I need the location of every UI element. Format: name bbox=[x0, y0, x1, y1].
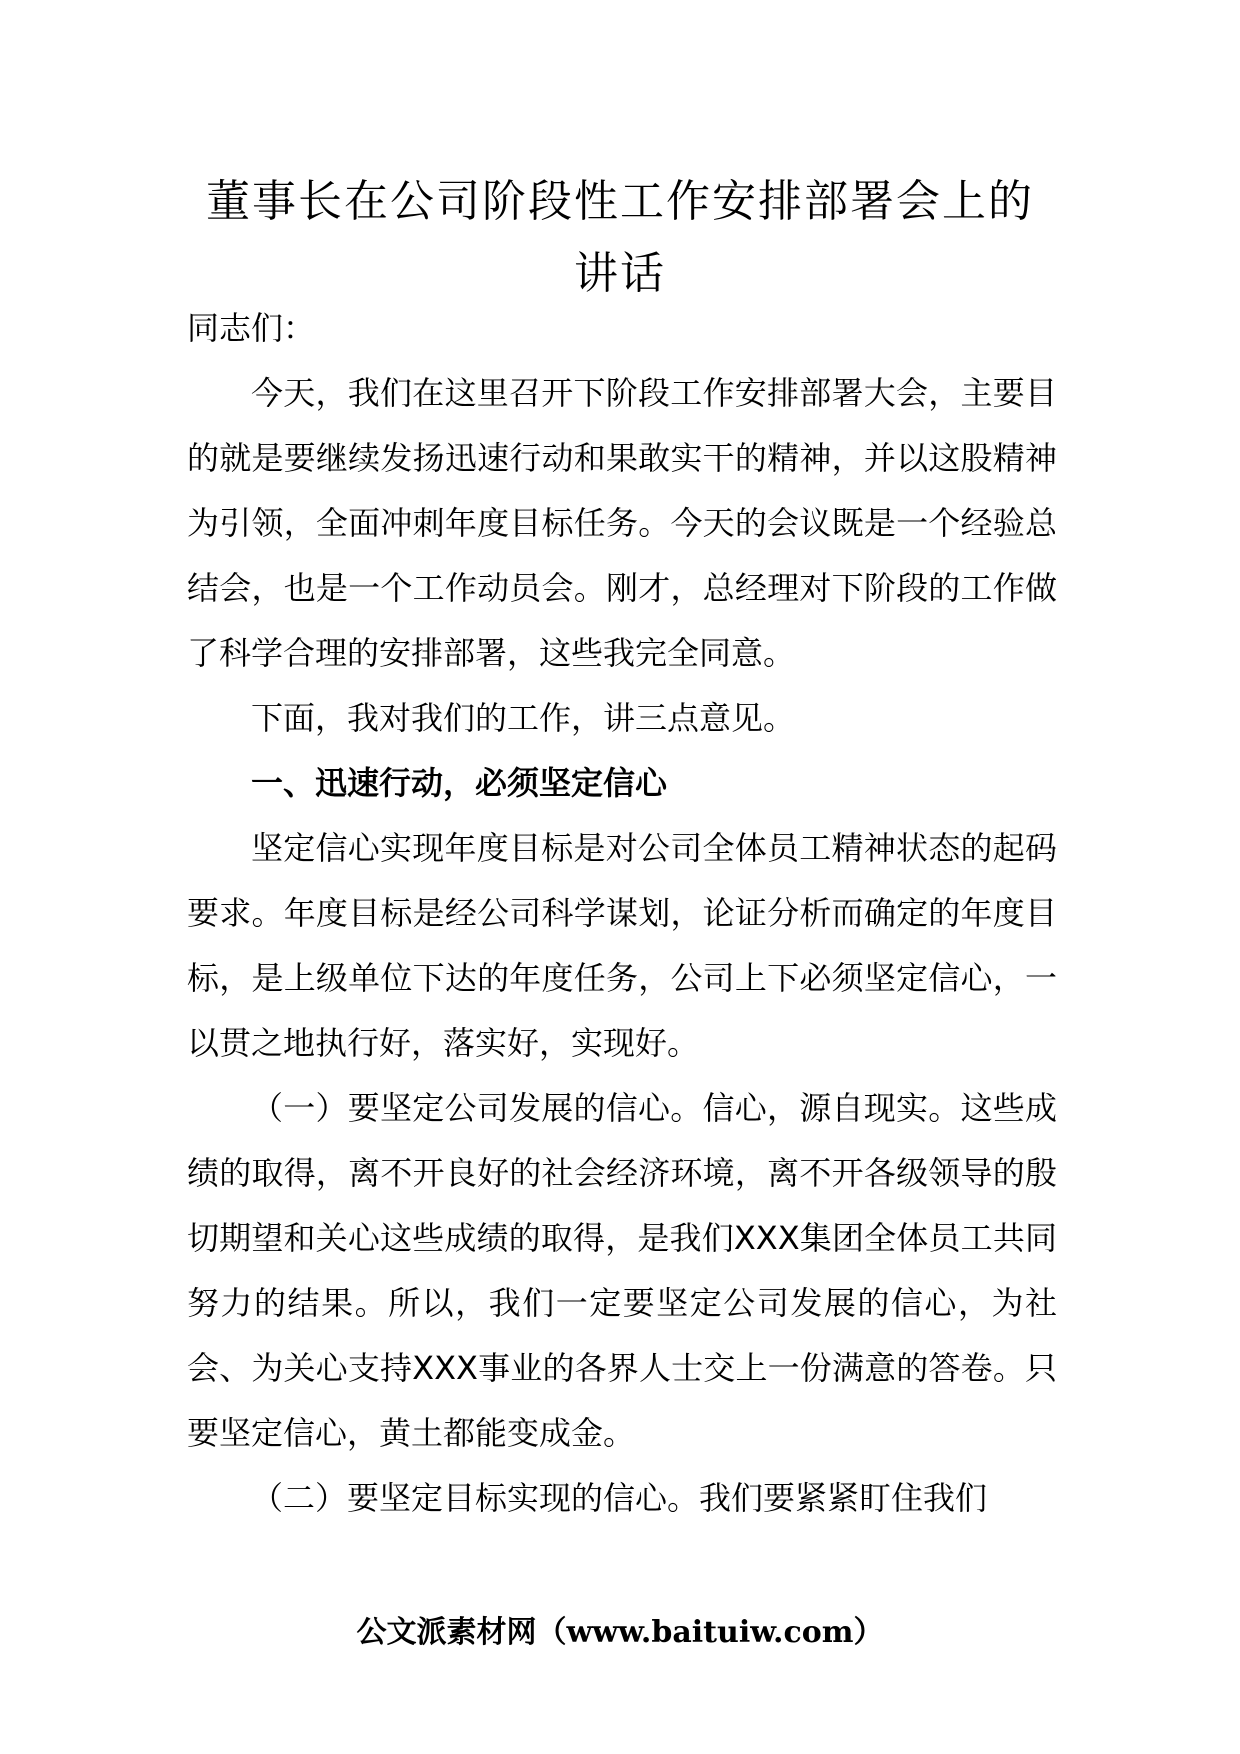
paragraph-intro: 下面，我对我们的工作，讲三点意见。 bbox=[251, 699, 796, 737]
salutation: 同志们： bbox=[187, 309, 316, 347]
document-title bbox=[150, 166, 1090, 310]
paragraph-section-1: 坚定信心实现年度目标是对公司全体员工精神状态的起码要求。年度目标是经公司科学谋划，论证分析而确定的年度目标，是上级单位下达的年度任务，公司上下必须坚定信心，一以贯之地执行好，落实好，实现好。 bbox=[187, 829, 1057, 1062]
paragraph-subpoint-1: （一）要坚定公司发展的信心。信心，源自现实。这些成绩的取得，离不开良好的社会经济环境，离不开各级领导的殷切期望和关心这些成绩的取得，是我们XXX集团全体员工共同努力的结果。所以，我们一定要坚定公司发展的信心，为社会、为关心支持XXX事业的各界人士交上一份满意的答卷。只要坚定信心，黄土都能变成金。 bbox=[187, 1089, 1057, 1452]
footer-watermark: 公文派素材网（www.baituiw.com） bbox=[356, 1615, 884, 1650]
paragraph-subpoint-2: （二）要坚定目标实现的信心。我们要紧紧盯住我们 bbox=[251, 1479, 988, 1517]
paragraph-opening: 今天，我们在这里召开下阶段工作安排部署大会，主要目的就是要继续发扬迅速行动和果敢实干的精神，并以这股精神为引领，全面冲刺年度目标任务。今天的会议既是一个经验总结会，也是一个工作动员会。刚才，总经理对下阶段的工作做了科学合理的安排部署，这些我完全同意。 bbox=[187, 374, 1057, 672]
section-heading-1: 一、迅速行动，必须坚定信心 bbox=[251, 764, 668, 802]
title-line-1: 董事长在公司阶段性工作安排部署会上的 bbox=[206, 176, 1034, 227]
document-body bbox=[187, 296, 1057, 1531]
title-line-2: 讲话 bbox=[574, 248, 666, 299]
